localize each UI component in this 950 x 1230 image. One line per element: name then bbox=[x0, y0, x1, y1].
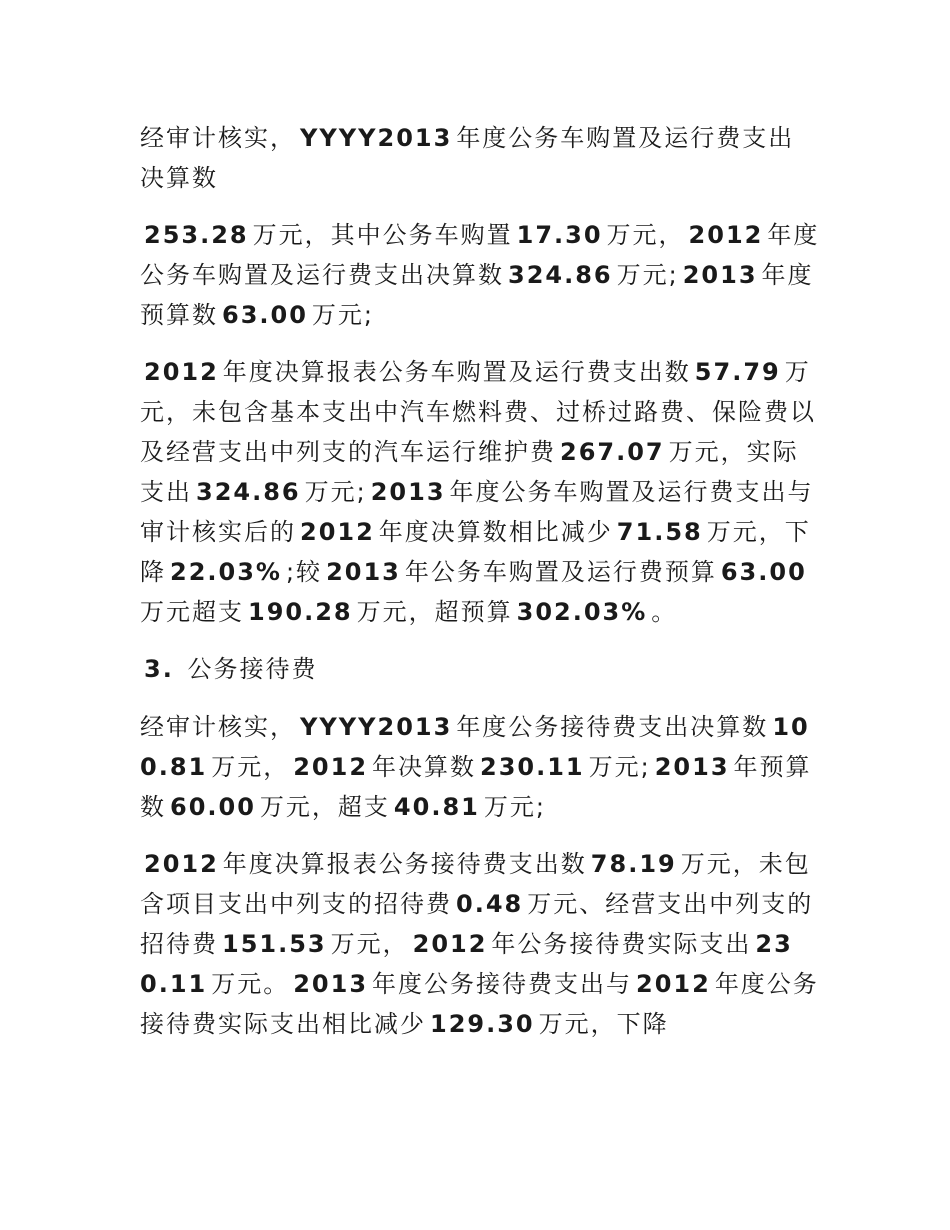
paragraph-reception-final-accounts: 经审计核实， YYYY2013 年度公务接待费支出决算数 100.81 万元， 2012 年决算数 230.11 万元; 2013 年预算数 60.00 万元，超支 40.81 万元; bbox=[140, 713, 812, 821]
section-heading-reception-fees: 3. 公务接待费 bbox=[144, 655, 318, 683]
paragraph-vehicle-amounts: 253.28 万元，其中公务车购置 17.30 万元， 2012 年度公务车购置及运行费支出决算数 324.86 万元; 2013 年度预算数 63.00 万元; bbox=[140, 221, 820, 329]
paragraph-reception-report-detail: 2012 年度决算报表公务接待费支出数 78.19 万元，未包含项目支出中列支的招待费 0.48 万元、经营支出中列支的招待费 151.53 万元， 2012 年公务接待费实际支出 230.11 万元。 2013 年度公务接待费支出与 2012 年度公务接待费实际支出相比减少 129.30 万元，下降 bbox=[140, 850, 819, 1038]
paragraph-vehicle-final-accounts: 经审计核实， YYYY2013 年度公务车购置及运行费支出决算数 bbox=[140, 124, 795, 192]
paragraph-vehicle-report-detail: 2012 年度决算报表公务车购置及运行费支出数 57.79 万元，未包含基本支出中汽车燃料费、过桥过路费、保险费以及经营支出中列支的汽车运行维护费 267.07 万元，实际支出 324.86 万元; 2013 年度公务车购置及运行费支出与审计核实后的 2012 年度决算数相比减少 71.58 万元，下降 22.03% ;较 2013 年公务车购置及运行费预算 63.00万元超支 190.28 万元，超预算 302.03% 。 bbox=[140, 358, 816, 626]
document-page bbox=[140, 118, 820, 1061]
